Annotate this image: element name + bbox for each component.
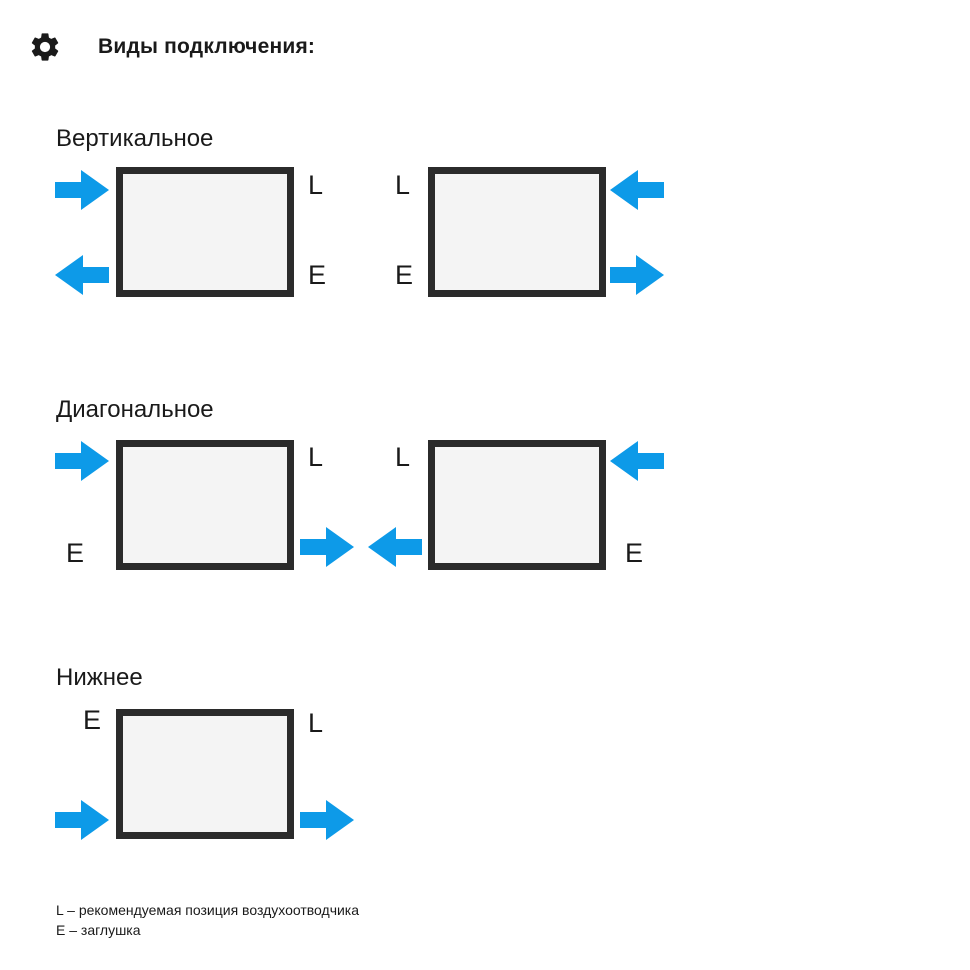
inlet-arrow <box>55 441 109 481</box>
outlet-arrow <box>610 255 664 295</box>
arrow-head <box>368 527 396 567</box>
section-title: Вертикальное <box>56 125 214 152</box>
arrow-head <box>326 527 354 567</box>
outlet-arrow <box>368 527 422 567</box>
arrow-head <box>610 170 638 210</box>
port-label-e: E <box>308 260 327 290</box>
arrow-head <box>81 170 109 210</box>
header <box>28 30 315 64</box>
port-label-e: E <box>395 260 414 290</box>
radiator-body <box>116 709 294 839</box>
arrow-head <box>610 441 638 481</box>
legend <box>56 900 359 941</box>
gear-icon <box>28 30 62 64</box>
port-label-l: L <box>308 708 324 738</box>
arrow-head <box>55 255 83 295</box>
arrow-stem <box>79 267 109 283</box>
arrow-head <box>81 441 109 481</box>
radiator-body <box>116 167 294 297</box>
arrow-head <box>636 255 664 295</box>
radiator-body <box>116 440 294 570</box>
arrow-head <box>326 800 354 840</box>
section-title: Диагональное <box>56 396 214 423</box>
inlet-arrow <box>610 170 664 210</box>
port-label-l: L <box>308 170 324 200</box>
arrow-head <box>81 800 109 840</box>
port-label-l: L <box>395 442 411 472</box>
arrow-stem <box>634 182 664 198</box>
port-label-e: E <box>83 705 102 735</box>
port-label-l: L <box>395 170 411 200</box>
outlet-arrow <box>300 527 354 567</box>
outlet-arrow <box>300 800 354 840</box>
port-label-e: E <box>66 538 85 568</box>
arrow-stem <box>392 539 422 555</box>
inlet-arrow <box>55 170 109 210</box>
outlet-arrow <box>55 255 109 295</box>
inlet-arrow <box>610 441 664 481</box>
radiator-body <box>428 440 606 570</box>
legend-line-l: L – рекомендуемая позиция воздухоотводчика <box>56 902 360 918</box>
arrow-stem <box>634 453 664 469</box>
legend-line-e: E – заглушка <box>56 922 141 939</box>
port-label-l: L <box>308 442 324 472</box>
inlet-arrow <box>55 800 109 840</box>
radiator-body <box>428 167 606 297</box>
section-title: Нижнее <box>56 664 143 691</box>
page-title: Виды подключения: <box>98 35 316 58</box>
port-label-e: E <box>625 538 644 568</box>
